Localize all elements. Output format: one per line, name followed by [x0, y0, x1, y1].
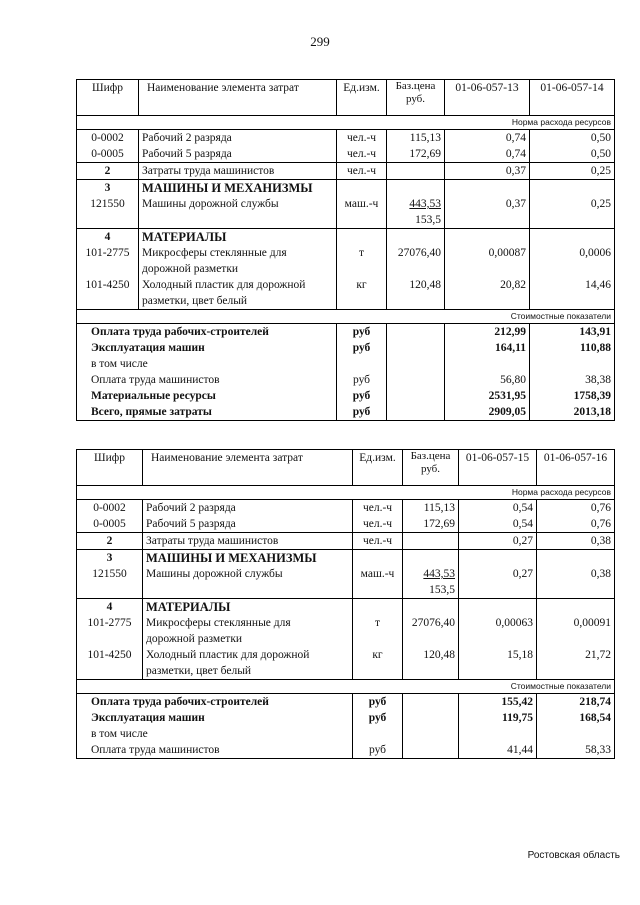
table-row	[77, 615, 615, 647]
norm-label: Норма расхода ресурсов	[77, 486, 615, 500]
total-value-b: 1758,39	[530, 388, 615, 404]
cell-value-a: 0,54	[459, 516, 537, 533]
section-row	[77, 550, 615, 567]
cell-unit: маш.-ч	[337, 196, 387, 229]
cell-value-a: 0,74	[445, 146, 530, 163]
cell-name: Рабочий 2 разряда	[139, 130, 337, 147]
header-name: Наименование элемента затрат	[139, 80, 337, 116]
cost-row	[77, 310, 615, 324]
section-code: 3	[77, 550, 143, 567]
cell-value-a: 0,00087	[445, 245, 530, 277]
table-row	[77, 130, 615, 147]
cell-price: 172,69	[403, 516, 459, 533]
cell-price: 27076,40	[387, 245, 445, 277]
total-row	[77, 356, 615, 372]
total-value-a: 155,42	[459, 694, 537, 711]
section-title: МАШИНЫ И МЕХАНИЗМЫ	[139, 180, 337, 197]
cell-price: 115,13	[387, 130, 445, 147]
total-name: Оплата труда рабочих-строителей	[77, 324, 337, 341]
total-unit: руб	[337, 340, 387, 356]
section-code: 3	[77, 180, 139, 197]
table-row	[77, 533, 615, 550]
cell-value-a: 0,27	[459, 533, 537, 550]
cost-row	[77, 680, 615, 694]
cell-code: 2	[77, 163, 139, 180]
header-code: Шифр	[77, 80, 139, 116]
cell-name: Холодный пластик для дорожной разметки, цвет белый	[143, 647, 353, 680]
cost-label: Стоимостные показатели	[77, 680, 615, 694]
cell-unit: маш.-ч	[353, 566, 403, 599]
cell-code: 0-0005	[77, 516, 143, 533]
cell-unit: т	[353, 615, 403, 647]
section-row	[77, 229, 615, 246]
total-unit: руб	[353, 694, 403, 711]
total-value-b: 168,54	[537, 710, 615, 726]
cell-code: 0-0002	[77, 500, 143, 517]
cell-value-a: 0,37	[445, 196, 530, 229]
total-name: Материальные ресурсы	[77, 388, 337, 404]
cell-value-b: 0,0006	[530, 245, 615, 277]
table-row	[77, 163, 615, 180]
header-base-price: Баз.цена руб.	[403, 450, 459, 486]
cell-unit: чел.-ч	[353, 533, 403, 550]
total-value-a: 2909,05	[445, 404, 530, 421]
table-row	[77, 196, 615, 229]
cell-unit: чел.-ч	[353, 500, 403, 517]
total-row	[77, 404, 615, 421]
total-unit: руб	[353, 742, 403, 759]
cell-value-b: 21,72	[537, 647, 615, 680]
total-name: Оплата труда машинистов	[77, 742, 353, 759]
cell-value-b: 0,38	[537, 533, 615, 550]
total-name: в том числе	[77, 356, 337, 372]
total-row	[77, 324, 615, 341]
norm-row	[77, 486, 615, 500]
cell-name: Машины дорожной службы	[139, 196, 337, 229]
cell-unit: чел.-ч	[337, 146, 387, 163]
cell-price: 115,13	[403, 500, 459, 517]
cell-value-b: 0,25	[530, 196, 615, 229]
section-code: 4	[77, 229, 139, 246]
cell-unit: чел.-ч	[353, 516, 403, 533]
total-value-b: 110,88	[530, 340, 615, 356]
cell-value-b: 0,76	[537, 500, 615, 517]
total-unit: руб	[337, 372, 387, 388]
rate-table-2	[76, 449, 615, 759]
cell-name: Затраты труда машинистов	[139, 163, 337, 180]
total-name: в том числе	[77, 726, 353, 742]
total-value-b: 58,33	[537, 742, 615, 759]
table-row	[77, 245, 615, 277]
header-col-a: 01-06-057-13	[445, 80, 530, 116]
total-value-a: 2531,95	[445, 388, 530, 404]
total-value-b: 38,38	[530, 372, 615, 388]
footer-region: Ростовская область	[527, 850, 620, 861]
cell-price: 172,69	[387, 146, 445, 163]
total-row	[77, 742, 615, 759]
total-value-b: 2013,18	[530, 404, 615, 421]
table-row	[77, 516, 615, 533]
total-name: Эксплуатация машин	[77, 340, 337, 356]
cell-value-a: 0,74	[445, 130, 530, 147]
header-unit: Ед.изм.	[353, 450, 403, 486]
cell-code: 0-0002	[77, 130, 139, 147]
cell-unit: кг	[337, 277, 387, 310]
header-col-b: 01-06-057-14	[530, 80, 615, 116]
cell-code: 2	[77, 533, 143, 550]
total-name: Оплата труда рабочих-строителей	[77, 694, 353, 711]
total-value-a: 41,44	[459, 742, 537, 759]
total-unit: руб	[353, 710, 403, 726]
cell-code: 101-2775	[77, 245, 139, 277]
table-row	[77, 146, 615, 163]
total-row	[77, 726, 615, 742]
cell-value-a: 0,27	[459, 566, 537, 599]
total-unit: руб	[337, 324, 387, 341]
cell-price	[403, 533, 459, 550]
cell-value-a: 0,00063	[459, 615, 537, 647]
total-row	[77, 340, 615, 356]
cell-name: Рабочий 2 разряда	[143, 500, 353, 517]
section-row	[77, 599, 615, 616]
cell-name: Рабочий 5 разряда	[143, 516, 353, 533]
cell-price: 443,53 153,5	[403, 566, 459, 599]
section-row	[77, 180, 615, 197]
cell-name: Холодный пластик для дорожной разметки, цвет белый	[139, 277, 337, 310]
cell-value-a: 15,18	[459, 647, 537, 680]
table-row	[77, 647, 615, 680]
total-value-b: 143,91	[530, 324, 615, 341]
total-value-a: 212,99	[445, 324, 530, 341]
cell-value-b: 0,76	[537, 516, 615, 533]
total-row	[77, 710, 615, 726]
table-header-row	[77, 450, 615, 486]
total-name: Оплата труда машинистов	[77, 372, 337, 388]
rate-table-1	[76, 79, 615, 421]
header-code: Шифр	[77, 450, 143, 486]
cell-price: 443,53 153,5	[387, 196, 445, 229]
cell-value-b: 0,38	[537, 566, 615, 599]
cell-code: 101-4250	[77, 277, 139, 310]
total-value-a: 56,80	[445, 372, 530, 388]
total-unit: руб	[337, 404, 387, 421]
cell-price: 120,48	[387, 277, 445, 310]
cell-price: 27076,40	[403, 615, 459, 647]
header-base-price: Баз.цена руб.	[387, 80, 445, 116]
table-row	[77, 500, 615, 517]
cell-code: 121550	[77, 566, 143, 599]
cell-name: Машины дорожной службы	[143, 566, 353, 599]
cell-name: Затраты труда машинистов	[143, 533, 353, 550]
cell-name: Рабочий 5 разряда	[139, 146, 337, 163]
total-unit: руб	[337, 388, 387, 404]
section-code: 4	[77, 599, 143, 616]
cell-value-a: 20,82	[445, 277, 530, 310]
cell-name: Микросферы стеклянные для дорожной разметки	[139, 245, 337, 277]
cell-value-b: 0,25	[530, 163, 615, 180]
cell-value-a: 0,54	[459, 500, 537, 517]
total-value-a: 119,75	[459, 710, 537, 726]
cell-unit: т	[337, 245, 387, 277]
table-row	[77, 277, 615, 310]
page-number: 299	[310, 34, 330, 49]
cell-code: 0-0005	[77, 146, 139, 163]
cell-value-b: 0,50	[530, 130, 615, 147]
header-col-b: 01-06-057-16	[537, 450, 615, 486]
norm-label: Норма расхода ресурсов	[77, 116, 615, 130]
total-name: Всего, прямые затраты	[77, 404, 337, 421]
cell-value-a: 0,37	[445, 163, 530, 180]
table-header-row	[77, 80, 615, 116]
total-name: Эксплуатация машин	[77, 710, 353, 726]
total-row	[77, 388, 615, 404]
table-row	[77, 566, 615, 599]
section-title: МАТЕРИАЛЫ	[139, 229, 337, 246]
section-title: МАТЕРИАЛЫ	[143, 599, 353, 616]
cell-price: 120,48	[403, 647, 459, 680]
cell-code: 101-4250	[77, 647, 143, 680]
cell-unit: кг	[353, 647, 403, 680]
cell-value-b: 0,50	[530, 146, 615, 163]
header-unit: Ед.изм.	[337, 80, 387, 116]
section-title: МАШИНЫ И МЕХАНИЗМЫ	[143, 550, 353, 567]
cell-code: 101-2775	[77, 615, 143, 647]
header-name: Наименование элемента затрат	[143, 450, 353, 486]
cell-value-b: 14,46	[530, 277, 615, 310]
cell-price	[387, 163, 445, 180]
cell-value-b: 0,00091	[537, 615, 615, 647]
cell-unit: чел.-ч	[337, 163, 387, 180]
header-col-a: 01-06-057-15	[459, 450, 537, 486]
total-value-b: 218,74	[537, 694, 615, 711]
norm-row	[77, 116, 615, 130]
total-row	[77, 694, 615, 711]
cell-name: Микросферы стеклянные для дорожной разметки	[143, 615, 353, 647]
cost-label: Стоимостные показатели	[77, 310, 615, 324]
total-row	[77, 372, 615, 388]
cell-unit: чел.-ч	[337, 130, 387, 147]
total-value-a: 164,11	[445, 340, 530, 356]
cell-code: 121550	[77, 196, 139, 229]
